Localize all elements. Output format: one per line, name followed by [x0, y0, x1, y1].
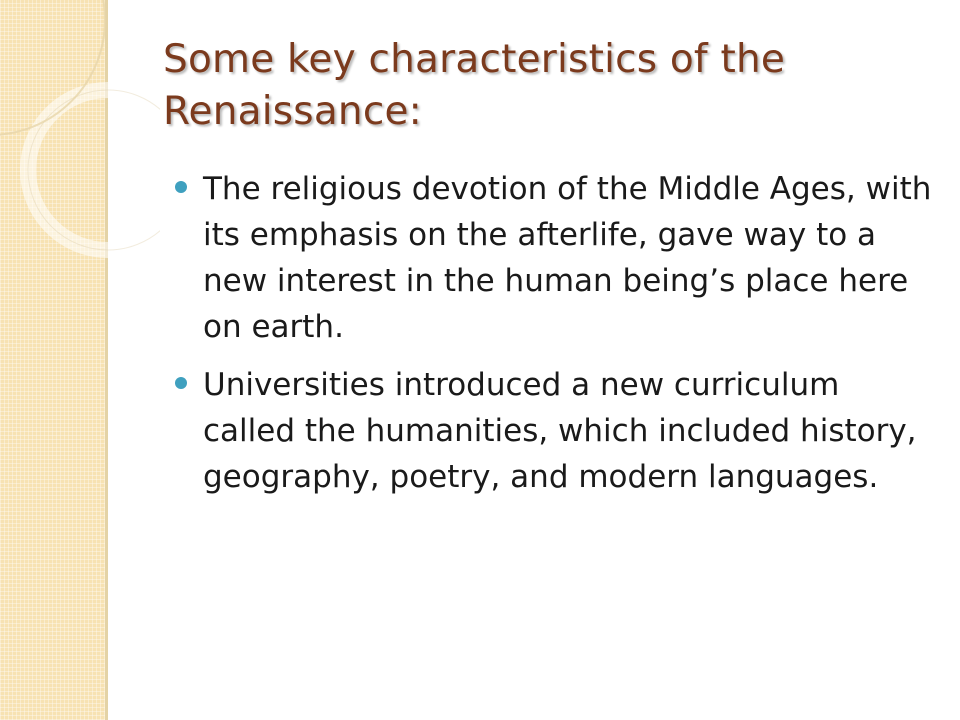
- bullet-item: [175, 362, 935, 500]
- bullet-text: Universities introduced a new curriculum called the humanities, which included history, geography, poetry, and modern languages.: [203, 367, 917, 495]
- bullet-list: [175, 166, 935, 512]
- bullet-text: The religious devotion of the Middle Ages, with its emphasis on the afterlife, gave way to a new interest in the human being’s place here on earth.: [203, 171, 932, 345]
- slide-title: Some key characteristics of the Renaissance:: [163, 37, 786, 134]
- bullet-dot-icon: [175, 181, 187, 193]
- decorative-rings: [0, 0, 160, 260]
- bullet-dot-icon: [175, 377, 187, 389]
- bullet-item: [175, 166, 935, 350]
